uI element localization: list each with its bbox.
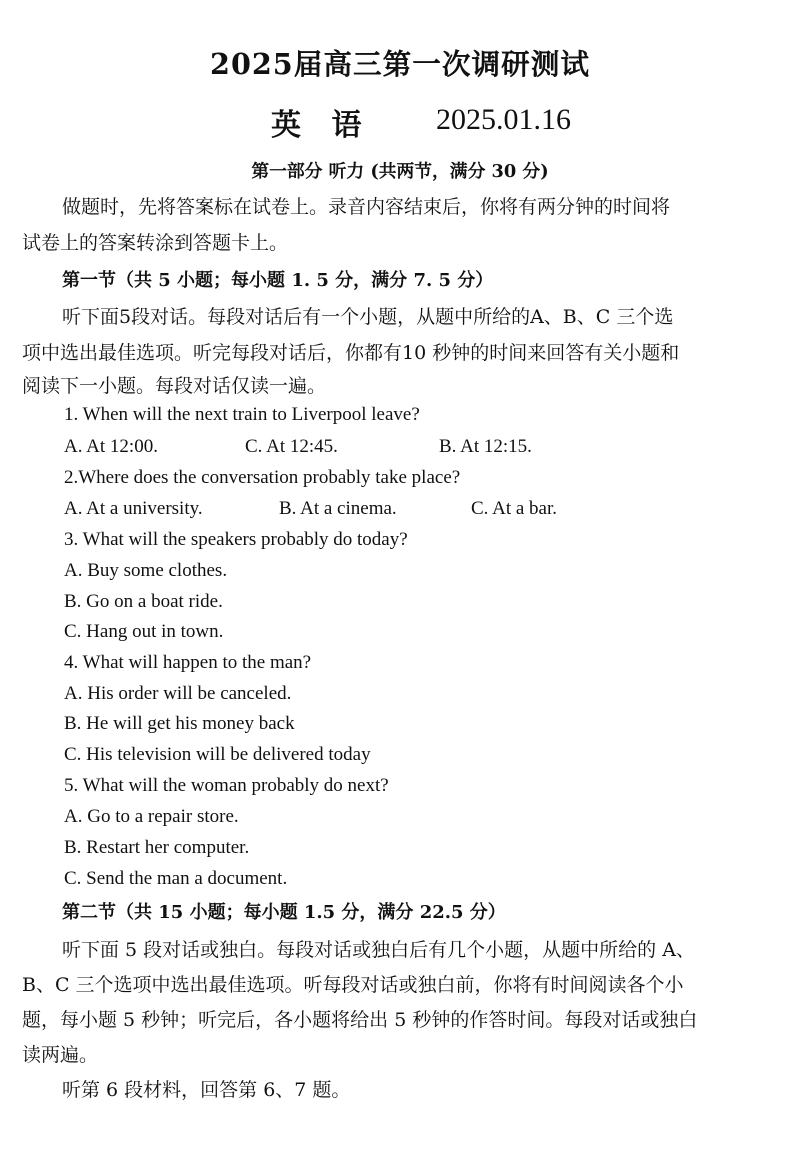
section2-instruction-line: 题，每小题 5 秒钟；听完后，各小题将给出 5 秒钟的作答时间。每段对话或独白 <box>22 1009 698 1031</box>
exam-title: 2025届高三第一次调研测试 <box>210 47 590 81</box>
part1-heading: 第一部分 听力 (共两节，满分 30 分) <box>251 161 549 182</box>
answer-option: B. At a cinema. <box>279 498 397 519</box>
answer-option: C. Hang out in town. <box>64 621 224 642</box>
material-note: 听第 6 段材料，回答第 6、7 题。 <box>62 1079 351 1101</box>
question-stem: 5. What will the woman probably do next? <box>64 775 389 796</box>
answer-option: C. At a bar. <box>471 498 558 519</box>
part1-instruction-line: 做题时，先将答案标在试卷上。录音内容结束后，你将有两分钟的时间将 <box>62 196 671 218</box>
section2-instruction-line: 听下面 5 段对话或独白。每段对话或独白后有几个小题，从题中所给的 A、 <box>62 939 695 961</box>
subject-name: 英 语 <box>271 108 372 143</box>
answer-option: B. He will get his money back <box>64 713 295 734</box>
answer-option: B. Go on a boat ride. <box>64 591 223 612</box>
question-stem: 4. What will happen to the man? <box>64 652 312 673</box>
answer-option: B. At 12:15. <box>439 436 532 457</box>
exam-date: 2025.01.16 <box>436 103 571 136</box>
section1-instruction-line: 项中选出最佳选项。听完每段对话后，你都有10 秒钟的时间来回答有关小题和 <box>22 342 680 364</box>
section2-heading: 第二节（共 15 小题；每小题 1.5 分，满分 22.5 分） <box>62 902 506 923</box>
question-stem: 1. When will the next train to Liverpool leave? <box>64 404 420 425</box>
answer-option: C. His television will be delivered today <box>64 744 371 765</box>
answer-option: C. At 12:45. <box>245 436 338 457</box>
answer-option: A. At 12:00. <box>64 436 158 457</box>
answer-option: B. Restart her computer. <box>64 837 250 858</box>
answer-option: A. His order will be canceled. <box>64 683 292 704</box>
section2-instruction-line: B、C 三个选项中选出最佳选项。听每段对话或独白前，你将有时间阅读各个小 <box>22 974 684 996</box>
answer-option: A. Buy some clothes. <box>64 560 228 581</box>
answer-option: A. Go to a repair store. <box>64 806 239 827</box>
section1-instruction-line: 阅读下一小题。每段对话仅读一遍。 <box>22 375 327 397</box>
section2-instruction-line: 读两遍。 <box>22 1044 99 1066</box>
section1-heading: 第一节（共 5 小题；每小题 1. 5 分，满分 7. 5 分） <box>62 270 494 291</box>
question-stem: 3. What will the speakers probably do today? <box>64 529 408 550</box>
answer-option: C. Send the man a document. <box>64 868 288 889</box>
section1-instruction-line: 听下面5段对话。每段对话后有一个小题，从题中所给的A、B、C 三个选 <box>62 306 674 328</box>
question-stem: 2.Where does the conversation probably take place? <box>64 467 461 488</box>
answer-option: A. At a university. <box>64 498 203 519</box>
part1-instruction-line: 试卷上的答案转涂到答题卡上。 <box>22 232 289 254</box>
